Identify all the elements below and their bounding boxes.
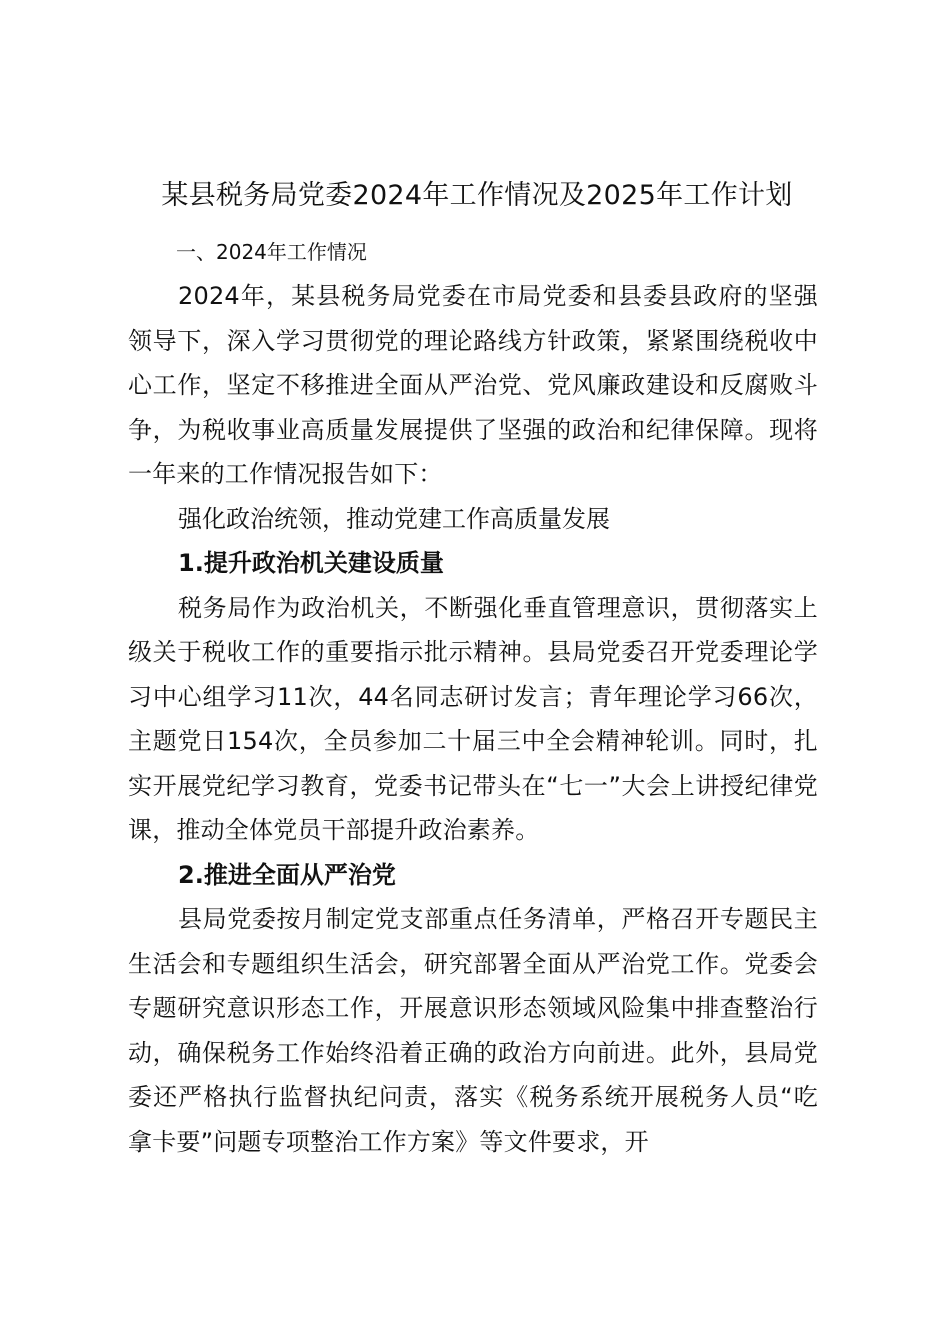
intro-paragraph: 2024年，某县税务局党委在市局党委和县委县政府的坚强领导下，深入学习贯彻党的理论路线方针政策，紧紧围绕税收中心工作，坚定不移推进全面从严治党、党风廉政建设和反腐败斗争，为税收事业高质量发展提供了坚强的政治和纪律保障。现将一年来的工作情况报告如下： [128, 282, 818, 488]
item-1-heading: 1.提升政治机关建设质量 [178, 549, 444, 577]
item-2-paragraph: 县局党委按月制定党支部重点任务清单，严格召开专题民主生活会和专题组织生活会，研究部署全面从严治党工作。党委会专题研究意识形态工作，开展意识形态领域风险集中排查整治行动，确保税务工作始终沿着正确的政治方向前进。此外，县局党委还严格执行监督执纪问责，落实《税务系统开展税务人员“吃拿卡要”问题专项整治工作方案》等文件要求，开 [128, 905, 818, 1156]
item-2-heading: 2.推进全面从严治党 [178, 860, 396, 889]
subsection-heading: 强化政治统领，推动党建工作高质量发展 [178, 504, 610, 533]
document-title: 某县税务局党委2024年工作情况及2025年工作计划 [161, 180, 793, 211]
section-heading: 一、2024年工作情况 [176, 240, 367, 264]
item-1-paragraph: 税务局作为政治机关，不断强化垂直管理意识，贯彻落实上级关于税收工作的重要指示批示精神。县局党委召开党委理论学习中心组学习11次，44名同志研讨发言；青年理论学习66次，主题党日154次，全员参加二十届三中全会精神轮训。同时，扎实开展党纪学习教育，党委书记带头在“七一”大会上讲授纪律党课，推动全体党员干部提升政治素养。 [128, 593, 818, 844]
